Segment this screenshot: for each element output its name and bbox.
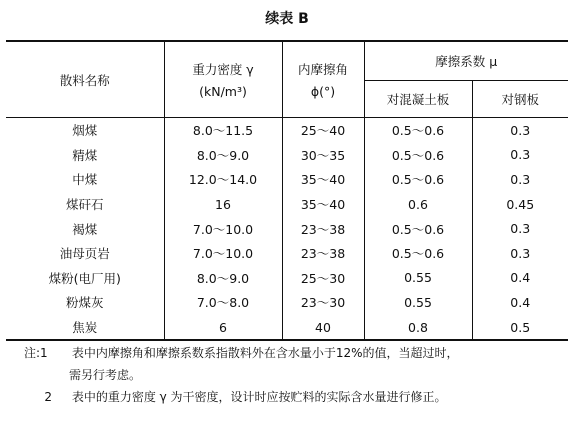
notes <box>24 342 564 408</box>
note-1-continuation: 需另行考虑。 <box>69 368 142 382</box>
cell-steel: 0.3 <box>472 118 568 143</box>
cell-name: 中煤 <box>72 172 98 188</box>
cell-name: 煤粉(电厂用) <box>48 270 121 286</box>
header-angle-label: 内摩擦角 <box>297 62 348 77</box>
cell-concrete: 0.5～0.6 <box>364 143 472 168</box>
cell-angle: 25～40 <box>282 118 364 143</box>
cell-angle: 35～40 <box>282 167 364 192</box>
cell-name: 粉煤灰 <box>65 295 104 311</box>
table-row <box>6 167 568 192</box>
cell-name: 精煤 <box>72 147 98 163</box>
cell-concrete: 0.55 <box>364 290 472 315</box>
header-friction-concrete: 对混凝土板 <box>364 81 472 118</box>
note-2 <box>24 386 564 408</box>
cell-concrete: 0.5～0.6 <box>364 167 472 192</box>
note-1-text: 表中内摩擦角和摩擦系数系指散料外在含水量小于12%的值，当超过时， <box>71 346 459 360</box>
note-2-number: 2 <box>44 390 52 404</box>
cell-density: 6 <box>164 315 282 341</box>
cell-angle: 40 <box>282 315 364 341</box>
header-angle <box>282 41 364 118</box>
note-1 <box>24 342 564 364</box>
cell-density: 8.0～11.5 <box>164 118 282 143</box>
cell-concrete: 0.6 <box>364 192 472 217</box>
cell-steel: 0.45 <box>472 192 568 217</box>
cell-name: 焦炭 <box>6 315 164 341</box>
cell-steel: 0.3 <box>472 216 568 241</box>
cell-concrete: 0.55 <box>364 266 472 291</box>
cell-density: 8.0～9.0 <box>164 143 282 168</box>
cell-density: 7.0～8.0 <box>164 290 282 315</box>
cell-steel: 0.3 <box>472 143 568 168</box>
cell-concrete: 0.5～0.6 <box>364 241 472 266</box>
header-row <box>6 41 568 81</box>
table-row <box>6 315 568 341</box>
cell-angle: 23～38 <box>282 216 364 241</box>
cell-name: 油母页岩 <box>59 246 110 262</box>
cell-angle: 30～35 <box>282 143 364 168</box>
cell-name: 煤矸石 <box>65 197 104 213</box>
cell-concrete: 0.8 <box>364 315 472 341</box>
header-friction: 摩擦系数 μ <box>364 41 568 81</box>
cell-steel: 0.3 <box>472 241 568 266</box>
table-row <box>6 216 568 241</box>
table-row <box>6 290 568 315</box>
note-2-text: 表中的重力密度 γ 为干密度，设计时应按贮料的实际含水量进行修正。 <box>71 390 447 404</box>
table-row <box>6 266 568 291</box>
header-name: 散料名称 <box>6 41 164 118</box>
table-row <box>6 192 568 217</box>
header-friction-steel: 对钢板 <box>472 81 568 118</box>
cell-steel: 0.4 <box>472 266 568 291</box>
cell-density: 16 <box>164 192 282 217</box>
cell-density: 7.0～10.0 <box>164 216 282 241</box>
cell-angle: 25～30 <box>282 266 364 291</box>
cell-concrete: 0.5～0.6 <box>364 216 472 241</box>
header-angle-unit: ϕ(°) <box>310 84 336 99</box>
header-density-unit: (kN/m³) <box>199 84 247 99</box>
table-row <box>6 143 568 168</box>
cell-steel: 0.4 <box>472 290 568 315</box>
cell-name: 褐煤 <box>72 221 98 237</box>
header-density-label: 重力密度 γ <box>192 62 254 77</box>
cell-density: 12.0～14.0 <box>164 167 282 192</box>
cell-angle: 23～30 <box>282 290 364 315</box>
cell-angle: 23～38 <box>282 241 364 266</box>
table-body <box>6 118 568 341</box>
header-density <box>164 41 282 118</box>
cell-steel: 0.3 <box>472 167 568 192</box>
cell-name: 烟煤 <box>72 123 98 139</box>
note-prefix: 注:1 <box>24 346 48 360</box>
table-row <box>6 241 568 266</box>
cell-density: 7.0～10.0 <box>164 241 282 266</box>
cell-concrete: 0.5～0.6 <box>364 118 472 143</box>
table-row <box>6 118 568 143</box>
bulk-material-table <box>6 40 568 341</box>
table-title: 续表 B <box>265 11 309 27</box>
cell-density: 8.0～9.0 <box>164 266 282 291</box>
cell-angle: 35～40 <box>282 192 364 217</box>
cell-steel: 0.5 <box>472 315 568 341</box>
